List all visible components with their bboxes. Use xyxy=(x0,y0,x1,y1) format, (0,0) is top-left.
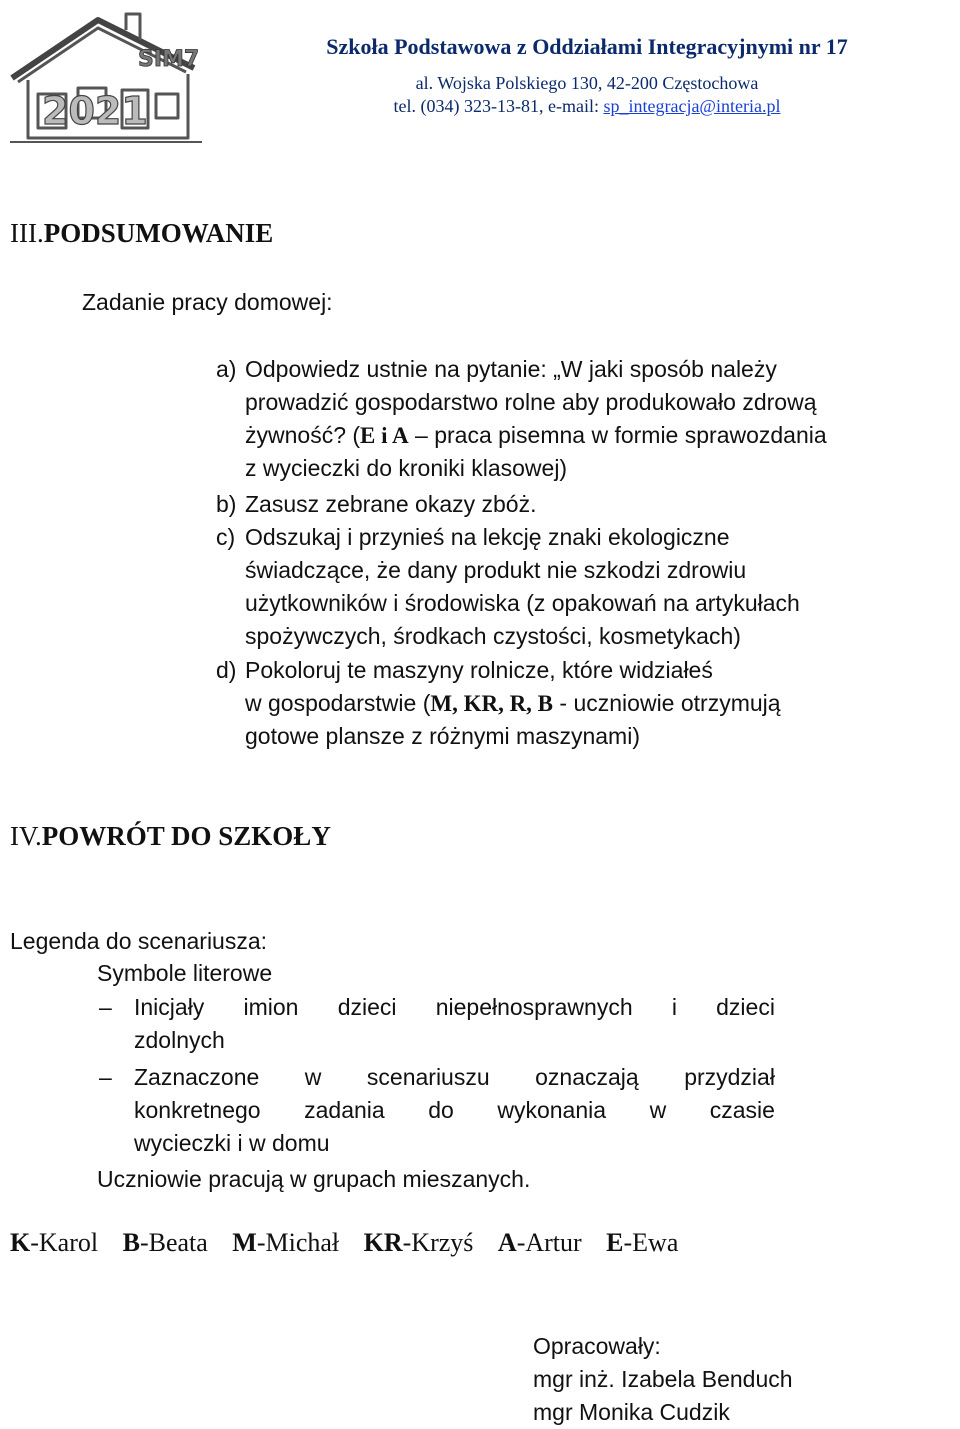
school-logo xyxy=(6,8,206,146)
text-line: w gospodarstwie (M, KR, R, B - uczniowie otrzymują xyxy=(245,690,781,716)
text-line: prowadzić gospodarstwo rolne aby produkowało zdrową xyxy=(245,389,817,415)
legend-item-marked xyxy=(97,1061,775,1160)
pupil-names xyxy=(10,1230,696,1256)
legend-item-initials xyxy=(97,991,775,1057)
text-line: Zaznaczone w scenariuszu oznaczają przydział xyxy=(134,1064,775,1090)
signature-block xyxy=(533,1330,793,1429)
school-contact xyxy=(222,97,952,115)
pupil-initials: M, KR, R, B xyxy=(430,691,554,716)
task-label: a) xyxy=(216,356,237,382)
school-name: Szkoła Podstawowa z Oddziałami Integracyjnymi nr 17 xyxy=(326,34,848,59)
house-logo-icon xyxy=(6,8,206,146)
text-line: Odpowiedz ustnie na pytanie: „W jaki sposób należy xyxy=(245,356,777,382)
svg-text:SIM7: SIM7 xyxy=(138,47,200,72)
legend-title: Legenda do scenariusza: xyxy=(10,928,268,954)
text-line: Zasusz zebrane okazy zbóż. xyxy=(245,491,537,517)
text-line: użytkowników i środowiska (z opakowań na artykułach xyxy=(245,590,800,616)
task-label: c) xyxy=(216,524,236,550)
dash-bullet-icon: – xyxy=(99,1064,112,1090)
pupil-name-beata: B-Beata xyxy=(122,1228,208,1257)
text-line: konkretnego zadania do wykonania w czasie xyxy=(134,1097,775,1123)
text-line: Odszukaj i przynieś na lekcję znaki ekologiczne xyxy=(245,524,730,550)
text-line: spożywczych, środkach czystości, kosmetykach) xyxy=(245,623,741,649)
text-line: żywność? (E i A – praca pisemna w formie sprawozdania xyxy=(245,422,827,448)
text-line: świadczące, że dany produkt nie szkodzi zdrowiu xyxy=(245,557,747,583)
pupil-name-michal: M-Michał xyxy=(232,1228,340,1257)
task-label: d) xyxy=(216,657,237,683)
pupil-name-artur: A-Artur xyxy=(497,1228,582,1257)
svg-text:2021: 2021 xyxy=(42,89,148,133)
section-heading-powrot: IV.POWRÓT DO SZKOŁY xyxy=(10,821,331,851)
pupil-name-karol: K-Karol xyxy=(10,1228,99,1257)
text-line: z wycieczki do kroniki klasowej) xyxy=(245,455,568,481)
phone-text: tel. (034) 323-13-81, e-mail: xyxy=(393,96,604,116)
pupil-name-ewa: E-Ewa xyxy=(606,1228,679,1257)
section-heading-podsumowanie: III.PODSUMOWANIE xyxy=(10,218,274,248)
task-label: b) xyxy=(216,491,237,517)
pupils-note: Uczniowie pracują w grupach mieszanych. xyxy=(97,1166,531,1192)
text-line: zdolnych xyxy=(134,1027,225,1053)
homework-title: Zadanie pracy domowej: xyxy=(82,289,333,315)
school-address: al. Wojska Polskiego 130, 42-200 Częstochowa xyxy=(415,73,759,93)
pupil-initials: E i A xyxy=(360,423,409,448)
email-link[interactable]: sp_integracja@interia.pl xyxy=(603,96,781,116)
signature-label: Opracowały: xyxy=(533,1333,661,1359)
pupil-name-krzys: KR-Krzyś xyxy=(363,1228,474,1257)
dash-bullet-icon: – xyxy=(99,994,112,1020)
author-name: mgr Monika Cudzik xyxy=(533,1399,730,1425)
text-line: gotowe plansze z różnymi maszynami) xyxy=(245,723,640,749)
legend-symbols: Symbole literowe xyxy=(97,960,273,986)
author-name: mgr inż. Izabela Benduch xyxy=(533,1366,793,1392)
text-line: Inicjały imion dzieci niepełnosprawnych i dzieci xyxy=(134,994,775,1020)
text-line: Pokoloruj te maszyny rolnicze, które widziałeś xyxy=(245,657,713,683)
text-line: wycieczki i w domu xyxy=(134,1130,330,1156)
